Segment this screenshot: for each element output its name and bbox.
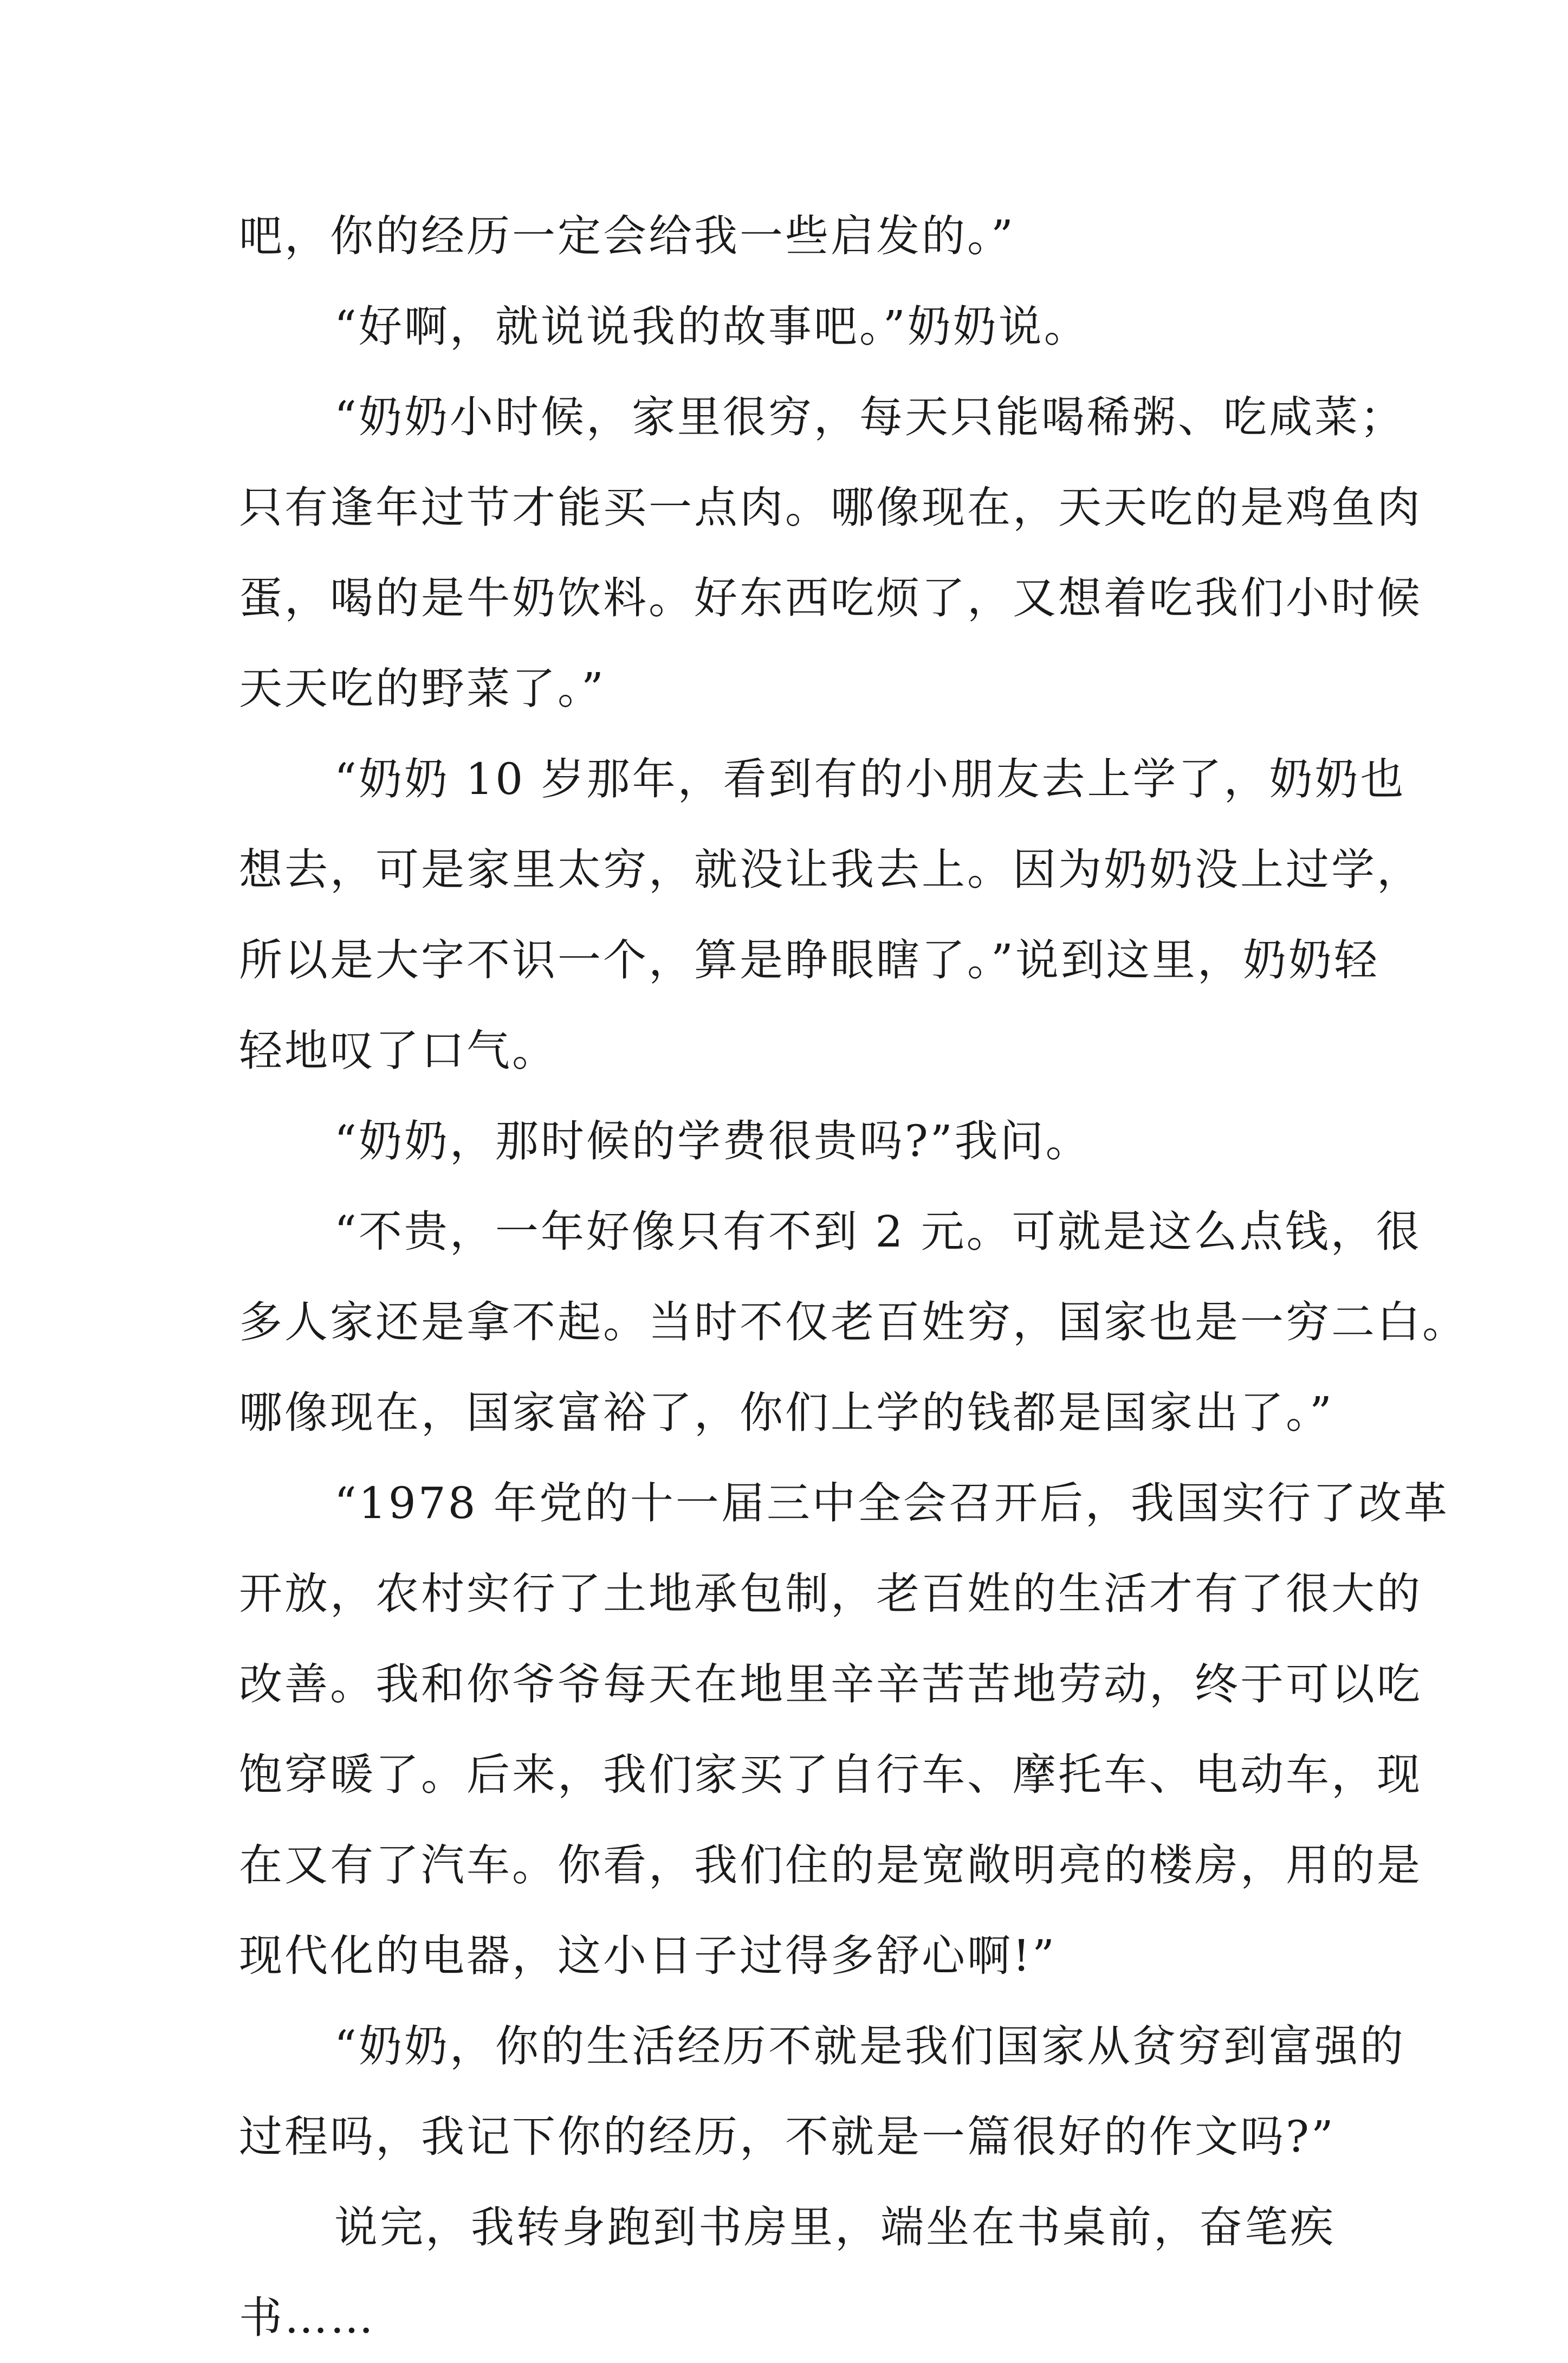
text-line: “奶奶，你的生活经历不就是我们国家从贫穷到富强的 xyxy=(334,2021,1405,2071)
text-line: 饱穿暖了。后来，我们家买了自行车、摩托车、电动车，现 xyxy=(239,1749,1422,1800)
text-line: 吧，你的经历一定会给我一些启发的。” xyxy=(239,211,1015,261)
text-line: 只有逢年过节才能买一点肉。哪像现在，天天吃的是鸡鱼肉 xyxy=(239,482,1422,533)
text-line: 改善。我和你爷爷每天在地里辛辛苦苦地劳动，终于可以吃 xyxy=(239,1659,1422,1709)
text-line: 所以是大字不识一个，算是睁眼瞎了。”说到这里，奶奶轻 xyxy=(239,935,1379,985)
text-line: 说完，我转身跑到书房里，端坐在书桌前，奋笔疾 xyxy=(334,2202,1336,2252)
text-line: 现代化的电器，这小日子过得多舒心啊!” xyxy=(239,1931,1057,1981)
text-line: 书…… xyxy=(239,2293,375,2343)
text-line: “1978 年党的十一届三中全会召开后，我国实行了改革 xyxy=(334,1478,1449,1528)
text-line: 过程吗，我记下你的经历，不就是一篇很好的作文吗?” xyxy=(239,2112,1336,2162)
text-line: “好啊，就说说我的故事吧。”奶奶说。 xyxy=(334,301,1090,352)
text-line: 轻地叹了口气。 xyxy=(239,1025,558,1076)
text-line: 在又有了汽车。你看，我们住的是宽敞明亮的楼房，用的是 xyxy=(239,1840,1422,1890)
text-line: 天天吃的野菜了。” xyxy=(239,663,606,714)
text-line: 蛋，喝的是牛奶饮料。好东西吃烦了，又想着吃我们小时候 xyxy=(239,573,1422,623)
text-line: “奶奶 10 岁那年，看到有的小朋友去上学了，奶奶也 xyxy=(334,754,1406,804)
text-line: 哪像现在，国家富裕了，你们上学的钱都是国家出了。” xyxy=(239,1387,1334,1438)
text-line: “不贵，一年好像只有不到 2 元。可就是这么点钱，很 xyxy=(334,1206,1422,1257)
text-line: 想去，可是家里太穷，就没让我去上。因为奶奶没上过学， xyxy=(239,844,1422,895)
text-line: 开放，农村实行了土地承包制，老百姓的生活才有了很大的 xyxy=(239,1568,1422,1619)
body-text xyxy=(239,191,1468,2363)
text-line: 多人家还是拿不起。当时不仅老百姓穷，国家也是一穷二白。 xyxy=(239,1297,1468,1347)
text-line: “奶奶小时候，家里很穷，每天只能喝稀粥、吃咸菜； xyxy=(334,392,1405,442)
text-line: “奶奶，那时候的学费很贵吗?”我问。 xyxy=(334,1116,1091,1166)
